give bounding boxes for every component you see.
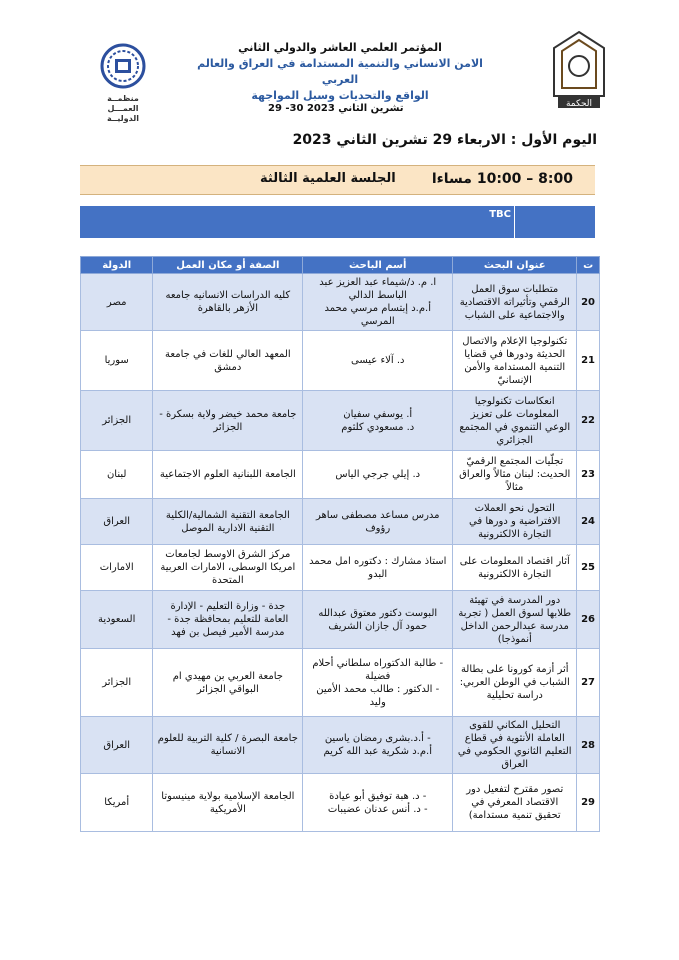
alhikma-logo: [548, 30, 610, 110]
row-researcher: د. آلاء عيسى: [303, 331, 453, 391]
row-country: العراق: [81, 499, 153, 545]
row-number: 22: [577, 391, 600, 451]
table-row: [81, 591, 600, 649]
row-country: الجزائر: [81, 391, 153, 451]
alhikma-emblem-icon: [548, 30, 610, 110]
ilo-logo-line-2: العمـــل: [107, 104, 139, 113]
table-row: [81, 391, 600, 451]
row-title: تصور مقترح لتفعيل دور الاقتصاد المعرفي في تحقيق تنمية مستدامة): [453, 774, 577, 832]
header-country: الدولة: [81, 257, 153, 274]
row-number: 24: [577, 499, 600, 545]
table-row: [81, 649, 600, 717]
conference-subtheme: الواقع والتحديات وسبل المواجهة: [251, 89, 429, 102]
row-title: متطلبات سوق العمل الرقمي وتأثيراته الاقتصادية والاجتماعية على الشباب: [453, 274, 577, 331]
row-country: مصر: [81, 274, 153, 331]
schedule-table: [80, 256, 600, 832]
row-researcher: - أ.د.بشرى رمضان ياسين أ.م.د شكرية عبد الله كريم: [303, 717, 453, 774]
row-number: 27: [577, 649, 600, 717]
conference-theme: الامن الانساني والتنمية المستدامة في العراق والعالم العربي: [197, 57, 483, 86]
row-country: السعودية: [81, 591, 153, 649]
row-affiliation: الجامعة اللبنانية العلوم الاجتماعية: [153, 451, 303, 499]
row-affiliation: جدة - وزارة التعليم - الإدارة العامة للتعليم بمحافظة جدة - مدرسة الأمير فيصل بن فهد: [153, 591, 303, 649]
row-title: انعكاسات تكنولوجيا المعلومات على تعزيز الوعي التنموي في المجتمع الجزائري: [453, 391, 577, 451]
session-title: الجلسة العلمية الثالثة: [260, 171, 396, 186]
header-researcher: أسم الباحث: [303, 257, 453, 274]
row-country: الامارات: [81, 545, 153, 591]
table-row: [81, 331, 600, 391]
row-affiliation: جامعة العربي بن مهيدي ام البواقي الجزائر: [153, 649, 303, 717]
day-title: اليوم الأول : الاربعاء 29 تشرين الثاني 2023: [292, 132, 597, 148]
row-researcher: - طالبة الدكتوراه سلطاني أحلام فضيلة - الدكتور : طالب محمد الأمين وليد: [303, 649, 453, 717]
row-country: الجزائر: [81, 649, 153, 717]
row-title: أثر أزمة كورونا على بطالة الشباب في الوطن العربي: دراسة تحليلية: [453, 649, 577, 717]
row-researcher: مدرس مساعد مصطفى ساهر رؤوف: [303, 499, 453, 545]
tbc-bar: [80, 206, 595, 238]
row-researcher: استاذ مشارك : دكتوره امل محمد البدو: [303, 545, 453, 591]
session-time: 8:00 – 10:00 مساءا: [431, 171, 573, 187]
row-country: أمريكا: [81, 774, 153, 832]
table-row: [81, 774, 600, 832]
row-affiliation: المعهد العالي للغات في جامعة دمشق: [153, 331, 303, 391]
row-affiliation: جامعة البصرة / كلية التربية للعلوم الانسانية: [153, 717, 303, 774]
row-number: 25: [577, 545, 600, 591]
table-row: [81, 451, 600, 499]
table-row: [81, 545, 600, 591]
row-affiliation: كليه الدراسات الانسانيه جامعه الأزهر بالقاهرة: [153, 274, 303, 331]
ilo-logo: [98, 42, 148, 124]
row-number: 28: [577, 717, 600, 774]
row-affiliation: الجامعة التقنية الشمالية/الكلية التقنية الادارية الموصل: [153, 499, 303, 545]
row-researcher: د. إيلي جرجي الياس: [303, 451, 453, 499]
session-bar: [80, 165, 595, 195]
header-number: ت: [577, 257, 600, 274]
table-header-row: [81, 257, 600, 274]
row-number: 26: [577, 591, 600, 649]
alhikma-logo-text: الحكمة: [565, 99, 593, 109]
row-researcher: البوست دكتور معتوق عبدالله حمود آل جازان الشريف: [303, 591, 453, 649]
conference-date: 29 -30 تشرين الثاني 2023: [268, 103, 404, 114]
row-number: 29: [577, 774, 600, 832]
row-country: سوريا: [81, 331, 153, 391]
header-title: عنوان البحث: [453, 257, 577, 274]
row-affiliation: الجامعة الإسلامية بولاية مينيسوتا الأمريكية: [153, 774, 303, 832]
row-title: دور المدرسة في تهيئة طلابها لسوق العمل ( تجربة مدرسة عبدالرحمن الداخل أنموذجا): [453, 591, 577, 649]
tbc-empty-cell: [514, 206, 595, 238]
table-row: [81, 499, 600, 545]
row-researcher: أ. يوسفي سفيان د. مسعودي كلثوم: [303, 391, 453, 451]
table-row: [81, 274, 600, 331]
row-affiliation: مركز الشرق الاوسط لجامعات امريكا الوسطى، الامارات العربية المتحدة: [153, 545, 303, 591]
conference-header: [180, 40, 500, 104]
header-affiliation: الصفة أو مكان العمل: [153, 257, 303, 274]
tbc-label: TBC: [489, 209, 511, 220]
conference-name: المؤتمر العلمي العاشر والدولي الثاني: [238, 41, 442, 54]
ilo-emblem-icon: [99, 42, 147, 90]
table-row: [81, 717, 600, 774]
row-title: تكنولوجيا الإعلام والاتصال الحديثة ودورها في قضايا التنمية المستدامة والأمن الإنسانيّ: [453, 331, 577, 391]
row-title: آثار اقتصاد المعلومات على التجارة الالكترونية: [453, 545, 577, 591]
ilo-logo-line-3: الدوليــة: [107, 114, 139, 123]
row-researcher: ا. م. د/شيماء عبد العزيز عبد الباسط الدالي أ.م.د إبتسام مرسي محمد المرسي: [303, 274, 453, 331]
row-number: 23: [577, 451, 600, 499]
row-researcher: - د. هبة توفيق أبو عيادة - د. أنس عدنان عضيبات: [303, 774, 453, 832]
row-number: 20: [577, 274, 600, 331]
row-affiliation: جامعة محمد خيضر ولاية بسكرة - الجزائر: [153, 391, 303, 451]
row-title: التحليل المكاني للقوى العاملة الأنثوية في قطاع التعليم الثانوي الحكومي في العراق: [453, 717, 577, 774]
row-number: 21: [577, 331, 600, 391]
row-title: تجلّيات المجتمع الرقميّ الحديث: لبنان مثالاً والعراق مثالاً: [453, 451, 577, 499]
row-title: التحول نحو العملات الافتراضية و دورها في التجارة الالكترونية: [453, 499, 577, 545]
row-country: لبنان: [81, 451, 153, 499]
ilo-logo-line-1: منظمــة: [107, 94, 139, 103]
row-country: العراق: [81, 717, 153, 774]
